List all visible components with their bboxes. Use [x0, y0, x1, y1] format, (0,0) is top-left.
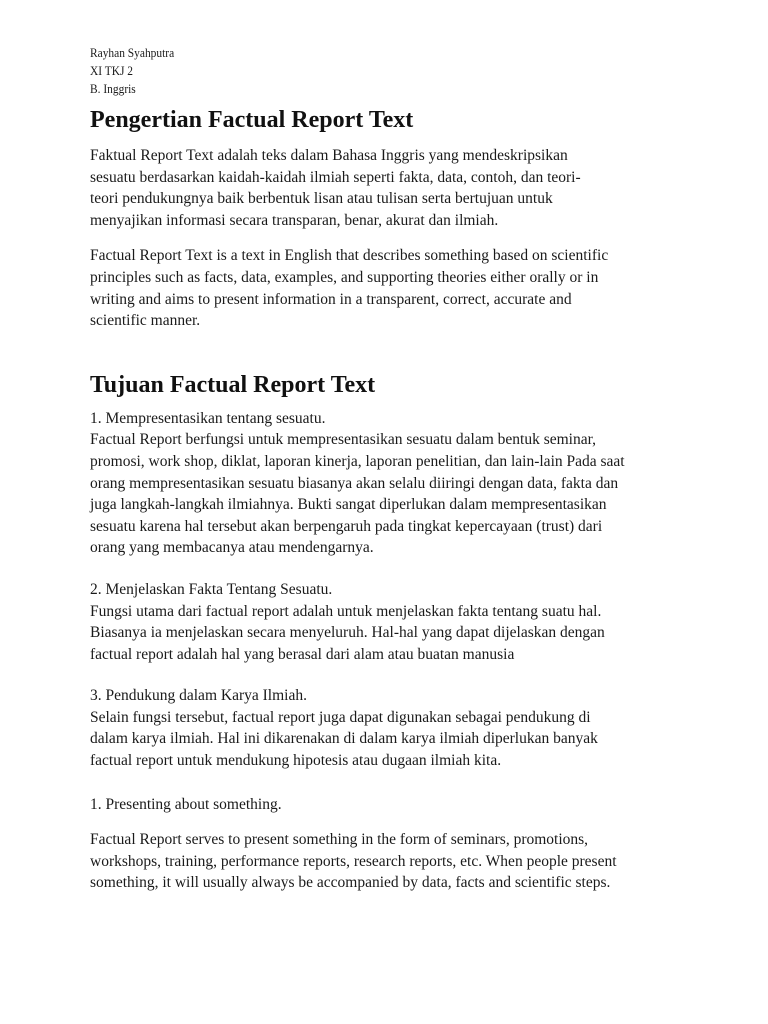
section-1-title: Pengertian Factual Report Text — [90, 107, 414, 133]
text-line: workshops, training, performance reports, research reports, etc. When people present — [90, 852, 617, 870]
definition-paragraph-id — [90, 145, 690, 231]
text-line: dalam karya ilmiah. Hal ini dikarenakan di dalam karya ilmiah diperlukan banyak — [90, 730, 598, 748]
text-line: Selain fungsi tersebut, factual report juga dapat digunakan sebagai pendukung di — [90, 708, 591, 726]
text-line: juga langkah-langkah ilmiahnya. Bukti sangat diperlukan dalam mempresentasikan — [90, 496, 607, 514]
author-class: XI TKJ 2 — [90, 63, 134, 78]
text-line: Faktual Report Text adalah teks dalam Bahasa Inggris yang mendeskripsikan — [90, 147, 568, 164]
author-header — [90, 44, 690, 98]
text-line: factual report untuk mendukung hipotesis atau dugaan ilmiah kita. — [90, 752, 502, 770]
document-page — [90, 44, 690, 894]
text-line: Biasanya ia menjelaskan secara menyeluruh. Hal-hal yang dapat dijelaskan dengan — [90, 624, 605, 642]
text-line: Fungsi utama dari factual report adalah untuk menjelaskan fakta tentang suatu hal. — [90, 602, 602, 620]
author-subject: B. Inggris — [90, 81, 136, 96]
text-line: orang mempresentasikan sesuatu biasanya akan selalu diiringi dengan data, fakta dan — [90, 474, 619, 492]
text-line: orang yang membacanya atau mendengarnya. — [90, 539, 374, 557]
purpose-item-3 — [90, 685, 690, 771]
text-line: sesuatu berdasarkan kaidah-kaidah ilmiah seperti fakta, data, contoh, dan teori- — [90, 168, 581, 186]
text-line: 1. Presenting about something. — [90, 795, 282, 813]
text-line: sesuatu karena hal tersebut akan berpengaruh pada tingkat kepercayaan (trust) dari — [90, 517, 603, 535]
section-2-title: Tujuan Factual Report Text — [90, 371, 376, 398]
text-line: principles such as facts, data, examples, and supporting theories either orally or in — [90, 268, 599, 286]
purpose-item-1-en-heading — [90, 794, 690, 816]
author-name: Rayhan Syahputra — [90, 45, 175, 60]
text-line: menyajikan informasi secara transparan, benar, akurat dan ilmiah. — [90, 211, 499, 229]
text-line: writing and aims to present information in a transparent, correct, accurate and — [90, 290, 572, 308]
text-line: 2. Menjelaskan Fakta Tentang Sesuatu. — [90, 580, 333, 598]
text-line: Factual Report berfungsi untuk mempresentasikan sesuatu dalam bentuk seminar, — [90, 431, 597, 449]
text-line: promosi, work shop, diklat, laporan kinerja, laporan penelitian, dan lain-lain Pada saat — [90, 452, 625, 470]
text-line: something, it will usually always be accompanied by data, facts and scientific steps. — [90, 874, 611, 892]
text-line: 1. Mempresentasikan tentang sesuatu. — [90, 409, 326, 427]
purpose-item-1-en-body — [90, 829, 690, 894]
text-line: scientific manner. — [90, 312, 201, 330]
text-line: teori pendukungnya baik berbentuk lisan atau tulisan serta bertujuan untuk — [90, 190, 553, 208]
text-line: Factual Report Text is a text in English that describes something based on scientific — [90, 247, 609, 265]
purpose-item-2 — [90, 579, 690, 665]
purpose-item-1 — [90, 408, 690, 559]
text-line: Factual Report serves to present something in the form of seminars, promotions, — [90, 831, 589, 849]
definition-paragraph-en — [90, 245, 690, 331]
text-line: 3. Pendukung dalam Karya Ilmiah. — [90, 687, 307, 705]
text-line: factual report adalah hal yang berasal dari alam atau buatan manusia — [90, 645, 515, 663]
